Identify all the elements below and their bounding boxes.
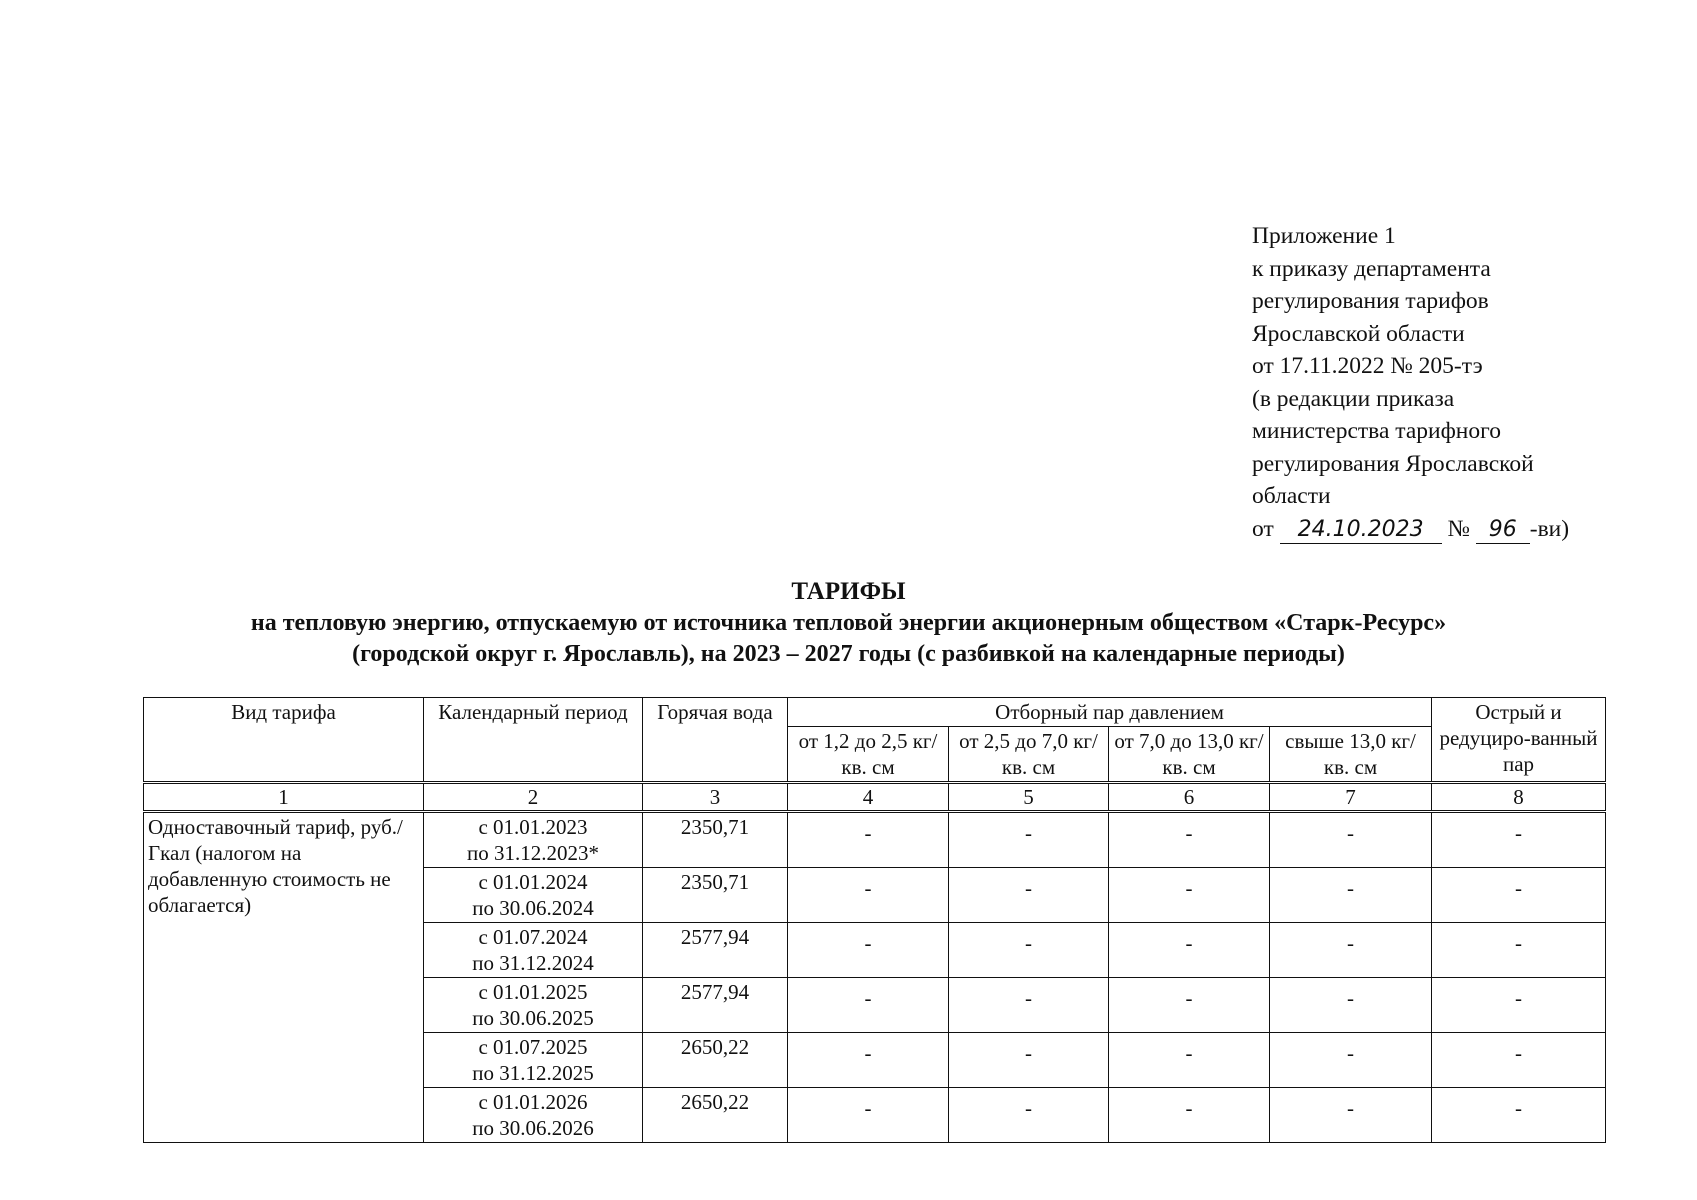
header-period: Календарный период — [424, 698, 643, 783]
dash-value: - — [1347, 1096, 1354, 1120]
dash-value: - — [1515, 1096, 1523, 1120]
period-cell — [424, 923, 643, 978]
handwritten-date: 24.10.2023 — [1280, 517, 1442, 544]
appendix-line: (в редакции приказа — [1252, 385, 1455, 412]
dash-value: - — [1185, 931, 1193, 955]
value-cell — [1432, 868, 1606, 923]
period-from: с 01.01.2026 — [478, 1090, 588, 1114]
document-subtitle-line1: на тепловую энергию, отпускаемую от источника тепловой энергии акционерным обществом «Старк-Ресурс» — [250, 610, 1447, 636]
period-cell — [424, 1033, 643, 1088]
appendix-line: к приказу департамента — [1252, 255, 1491, 282]
appendix-line: регулирования Ярославской — [1252, 450, 1534, 477]
value-cell — [788, 812, 949, 868]
period-cell — [424, 812, 643, 868]
value-cell — [788, 1033, 949, 1088]
period-from: с 01.07.2024 — [478, 925, 588, 949]
value-cell — [1270, 978, 1432, 1033]
value-cell — [1109, 1033, 1270, 1088]
value-cell — [949, 978, 1109, 1033]
period-cell — [424, 978, 643, 1033]
value-cell — [949, 812, 1109, 868]
value-cell — [949, 868, 1109, 923]
value-cell — [1109, 978, 1270, 1033]
value-cell — [788, 978, 949, 1033]
dash-value: - — [1185, 1041, 1193, 1065]
appendix-line: министерства тарифного — [1252, 418, 1501, 444]
column-number: 6 — [1109, 783, 1270, 812]
header-sharp-steam: Острый и редуциро-ванный пар — [1432, 698, 1606, 783]
period-to: по 31.12.2023* — [467, 841, 599, 865]
handwritten-number: 96 — [1476, 517, 1530, 544]
value-cell — [1109, 868, 1270, 923]
period-from: с 01.01.2024 — [478, 870, 588, 894]
appendix-prefix: от — [1252, 515, 1274, 542]
appendix-line: от 17.11.2022 № 205-тэ — [1252, 353, 1483, 379]
column-number: 4 — [788, 783, 949, 812]
dash-value: - — [1025, 1096, 1032, 1120]
dash-value: - — [1347, 876, 1354, 900]
header-steam-1: от 1,2 до 2,5 кг/ кв. см — [788, 727, 949, 783]
dash-value: - — [864, 1096, 872, 1120]
value-cell — [1432, 1033, 1606, 1088]
value-cell — [949, 923, 1109, 978]
dash-value: - — [864, 986, 872, 1010]
dash-value: - — [1515, 876, 1523, 900]
dash-value: - — [1515, 821, 1523, 845]
dash-value: - — [1185, 1096, 1193, 1120]
number-sign: № — [1447, 515, 1470, 542]
dash-value: - — [1185, 821, 1193, 845]
value-cell — [788, 868, 949, 923]
dash-value: - — [1025, 1041, 1032, 1065]
appendix-line: регулирования тарифов — [1252, 288, 1489, 314]
tariff-table — [143, 697, 1606, 1143]
value-cell — [949, 1033, 1109, 1088]
dash-value: - — [864, 821, 872, 845]
value-cell — [1109, 1088, 1270, 1143]
hot-water-value: 2577,94 — [643, 978, 788, 1033]
dash-value: - — [1515, 986, 1523, 1010]
dash-value: - — [1515, 1041, 1523, 1065]
dash-value: - — [864, 931, 872, 955]
header-steam-group: Отборный пар давлением — [788, 698, 1432, 727]
table-row — [144, 812, 1606, 868]
period-to: по 30.06.2026 — [472, 1116, 594, 1140]
document-subtitle-line2: (городской округ г. Ярославль), на 2023 – 2027 годы (с разбивкой на календарные периоды) — [352, 641, 1345, 667]
period-to: по 31.12.2024 — [472, 951, 594, 975]
column-number: 3 — [643, 783, 788, 812]
value-cell — [1270, 812, 1432, 868]
value-cell — [949, 1088, 1109, 1143]
header-steam-2: от 2,5 до 7,0 кг/ кв. см — [949, 727, 1109, 783]
column-number-row — [144, 783, 1606, 812]
dash-value: - — [1025, 876, 1032, 900]
column-number: 2 — [424, 783, 643, 812]
header-steam-4: свыше 13,0 кг/ кв. см — [1270, 727, 1432, 783]
value-cell — [1270, 868, 1432, 923]
period-to: по 30.06.2025 — [472, 1006, 594, 1030]
value-cell — [1270, 923, 1432, 978]
dash-value: - — [864, 1041, 872, 1065]
period-from: с 01.01.2023 — [478, 815, 588, 839]
period-from: с 01.01.2025 — [478, 980, 588, 1004]
appendix-line: Приложение 1 — [1252, 223, 1396, 249]
dash-value: - — [1347, 1041, 1354, 1065]
column-number: 8 — [1432, 783, 1606, 812]
header-hot-water: Горячая вода — [643, 698, 788, 783]
header-steam-3: от 7,0 до 13,0 кг/ кв. см — [1109, 727, 1270, 783]
dash-value: - — [1347, 931, 1354, 955]
value-cell — [1432, 812, 1606, 868]
value-cell — [788, 1088, 949, 1143]
value-cell — [1270, 1033, 1432, 1088]
period-from: с 01.07.2025 — [478, 1035, 588, 1059]
document-title: ТАРИФЫ — [791, 578, 906, 605]
column-number: 5 — [949, 783, 1109, 812]
dash-value: - — [864, 876, 872, 900]
value-cell — [1109, 812, 1270, 868]
column-number: 1 — [144, 783, 424, 812]
hot-water-value: 2577,94 — [643, 923, 788, 978]
hot-water-value: 2650,22 — [643, 1033, 788, 1088]
period-to: по 31.12.2025 — [472, 1061, 594, 1085]
dash-value: - — [1185, 876, 1193, 900]
appendix-line: области — [1252, 483, 1331, 509]
dash-value: - — [1347, 986, 1354, 1010]
dash-value: - — [1347, 821, 1354, 845]
appendix-line: Ярославской области — [1252, 320, 1465, 347]
value-cell — [1432, 923, 1606, 978]
dash-value: - — [1025, 986, 1032, 1010]
title-block — [0, 575, 1697, 670]
column-number: 7 — [1270, 783, 1432, 812]
value-cell — [788, 923, 949, 978]
appendix-block — [1252, 220, 1569, 545]
period-cell — [424, 1088, 643, 1143]
period-to: по 30.06.2024 — [472, 896, 594, 920]
appendix-last-line — [1252, 513, 1569, 546]
hot-water-value: 2350,71 — [643, 812, 788, 868]
value-cell — [1432, 978, 1606, 1033]
header-row — [144, 698, 1606, 727]
hot-water-value: 2350,71 — [643, 868, 788, 923]
dash-value: - — [1025, 821, 1032, 845]
value-cell — [1109, 923, 1270, 978]
appendix-suffix: -ви) — [1529, 515, 1570, 542]
value-cell — [1270, 1088, 1432, 1143]
period-cell — [424, 868, 643, 923]
header-tariff-type: Вид тарифа — [144, 698, 424, 783]
dash-value: - — [1025, 931, 1032, 955]
tariff-label: Одноставочный тариф, руб./Гкал (налогом на добавленную стоимость не облагается) — [144, 812, 424, 1143]
dash-value: - — [1515, 931, 1523, 955]
dash-value: - — [1185, 986, 1193, 1010]
value-cell — [1432, 1088, 1606, 1143]
hot-water-value: 2650,22 — [643, 1088, 788, 1143]
